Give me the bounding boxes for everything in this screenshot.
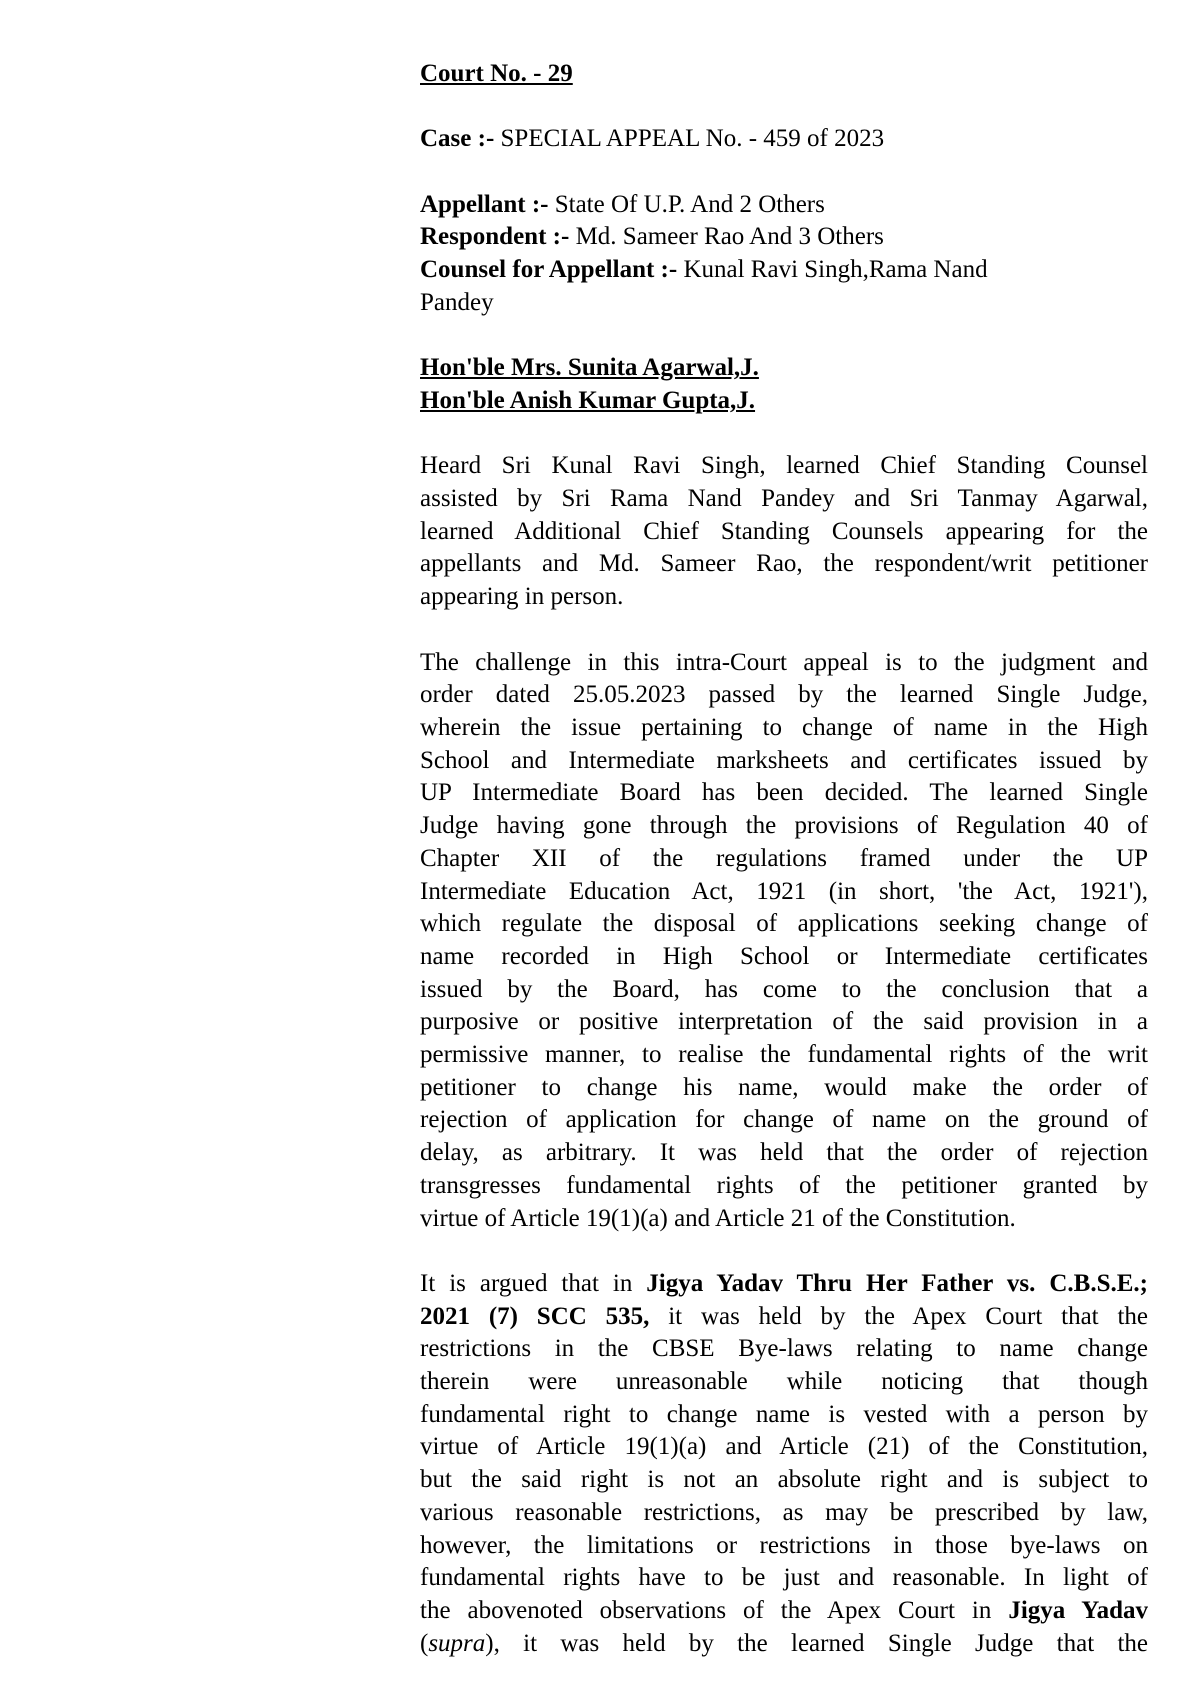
paragraph-line: School and Intermediate marksheets and certificates issued by: [420, 746, 1148, 774]
paragraph-line: transgresses fundamental rights of the petitioner granted by: [420, 1171, 1148, 1199]
paragraph-line: purposive or positive interpretation of the said provision in a: [420, 1008, 1148, 1036]
paragraph-line: rejection of application for change of name on the ground of: [420, 1106, 1148, 1134]
case-citation: Jigya Yadav Thru Her Father vs. C.B.S.E.;: [646, 1269, 1148, 1297]
paragraph-line: various reasonable restrictions, as may be prescribed by law,: [420, 1498, 1148, 1526]
paragraph-line: The challenge in this intra-Court appeal is to the judgment and: [420, 648, 1148, 676]
respondent-line: [420, 221, 1148, 254]
line-text: (: [420, 1629, 429, 1657]
counsel-line: [420, 254, 1148, 287]
paragraph-line: virtue of Article 19(1)(a) and Article (21) of the Constitution,: [420, 1433, 1148, 1461]
court-number: Court No. - 29: [420, 60, 573, 87]
counsel-value: Kunal Ravi Singh,Rama Nand: [677, 256, 988, 284]
paragraph-line: Chapter XII of the regulations framed under the UP: [420, 844, 1148, 872]
case-value: SPECIAL APPEAL No. - 459 of 2023: [494, 125, 885, 153]
paragraph-line: fundamental right to change name is vested with a person by: [420, 1400, 1148, 1428]
spacer: [420, 320, 1148, 353]
appellant-line: [420, 189, 1148, 222]
judge-name: Hon'ble Mrs. Sunita Agarwal,J.: [420, 354, 759, 382]
paragraph-line: Intermediate Education Act, 1921 (in short, 'the Act, 1921'),: [420, 877, 1148, 905]
paragraph-line: appearing in person.: [420, 583, 624, 611]
paragraph-hearing: [420, 450, 1148, 614]
paragraph-line: virtue of Article 19(1)(a) and Article 21 of the Constitution.: [420, 1204, 1016, 1232]
paragraph-line: learned Additional Chief Standing Counsels appearing for the: [420, 517, 1148, 545]
paragraph-line: delay, as arbitrary. It was held that the order of rejection: [420, 1139, 1148, 1167]
paragraph-line: petitioner to change his name, would make the order of: [420, 1073, 1148, 1101]
paragraph-line: therein were unreasonable while noticing that though: [420, 1368, 1148, 1396]
paragraph-line: restrictions in the CBSE Bye-laws relating to name change: [420, 1335, 1148, 1363]
counsel-label: Counsel for Appellant :-: [420, 256, 678, 284]
case-line: [420, 123, 1148, 156]
paragraph-line: issued by the Board, has come to the conclusion that a: [420, 975, 1148, 1003]
paragraph-line: permissive manner, to realise the fundamental rights of the writ: [420, 1041, 1148, 1069]
line-text: It is argued that in: [420, 1269, 647, 1297]
line-text: the abovenoted observations of the Apex Court in: [420, 1596, 1009, 1624]
paragraph-line: but the said right is not an absolute right and is subject to: [420, 1466, 1148, 1494]
line-text: it was held by the Apex Court that the: [649, 1302, 1148, 1330]
paragraph-challenge: [420, 647, 1148, 1236]
paragraph-line: [420, 1301, 1148, 1334]
paragraph-argument: [420, 1268, 1148, 1660]
paragraph-line: [420, 1268, 1148, 1301]
paragraph-line: UP Intermediate Board has been decided. The learned Single: [420, 779, 1148, 807]
paragraph-line: name recorded in High School or Intermediate certificates: [420, 942, 1148, 970]
case-label: Case :-: [420, 125, 495, 153]
respondent-label: Respondent :-: [420, 223, 570, 251]
paragraph-line: fundamental rights have to be just and reasonable. In light of: [420, 1564, 1148, 1592]
supra-italic: supra: [428, 1629, 486, 1657]
judge-name: Hon'ble Anish Kumar Gupta,J.: [420, 386, 756, 414]
paragraph-line: Judge having gone through the provisions of Regulation 40 of: [420, 812, 1148, 840]
paragraph-line: however, the limitations or restrictions in those bye-laws on: [420, 1531, 1148, 1559]
document-content: [420, 58, 1148, 1693]
paragraph-line: [420, 1595, 1148, 1628]
spacer: [420, 91, 1148, 124]
paragraph-line: wherein the issue pertaining to change of name in the High: [420, 713, 1148, 741]
paragraph-line: order dated 25.05.2023 passed by the learned Single Judge,: [420, 681, 1148, 709]
counsel-line-continued: Pandey: [420, 288, 494, 316]
paragraph-line: which regulate the disposal of applications seeking change of: [420, 910, 1148, 938]
case-citation: 2021 (7) SCC 535,: [420, 1302, 650, 1330]
respondent-value: Md. Sameer Rao And 3 Others: [569, 223, 884, 251]
spacer: [420, 156, 1148, 189]
case-citation: Jigya Yadav: [1008, 1596, 1148, 1624]
paragraph-line: assisted by Sri Rama Nand Pandey and Sri Tanmay Agarwal,: [420, 485, 1148, 513]
paragraph-line: [420, 1628, 1148, 1661]
appellant-value: State Of U.P. And 2 Others: [548, 190, 825, 218]
paragraph-line: Heard Sri Kunal Ravi Singh, learned Chief Standing Counsel: [420, 452, 1148, 480]
spacer: [420, 418, 1148, 451]
paragraph-line: appellants and Md. Sameer Rao, the respondent/writ petitioner: [420, 550, 1148, 578]
appellant-label: Appellant :-: [420, 190, 549, 218]
line-text: ), it was held by the learned Single Judge that the: [485, 1629, 1148, 1657]
